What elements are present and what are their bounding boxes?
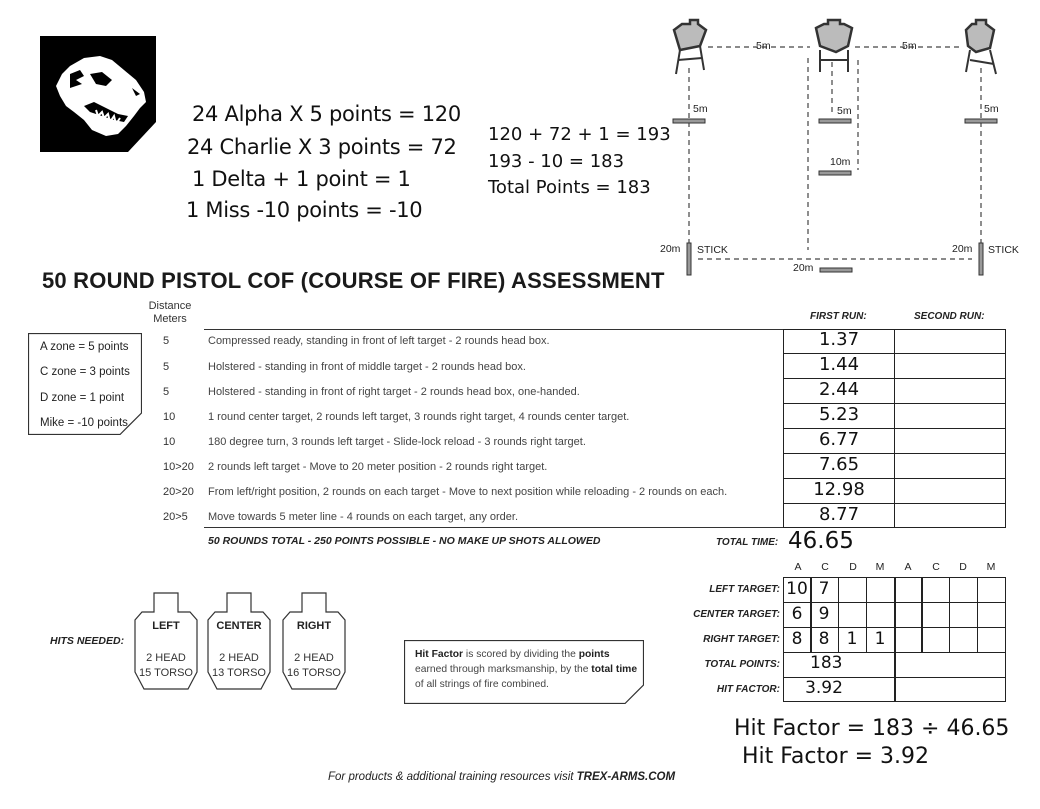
totals-note: 50 ROUNDS TOTAL - 250 POINTS POSSIBLE - NO MAKE UP SHOTS ALLOWED xyxy=(208,535,601,547)
score-cell[interactable] xyxy=(921,577,950,603)
score-value: 1 xyxy=(874,629,886,649)
second-run-cell[interactable] xyxy=(894,503,1006,528)
score-value: 6 xyxy=(791,604,803,624)
second-run-header: SECOND RUN: xyxy=(914,311,985,322)
label-center-20m: 20m xyxy=(793,262,814,274)
first-run-time: 1.37 xyxy=(818,329,860,350)
grid-header: A xyxy=(904,561,912,573)
score-cell[interactable] xyxy=(894,602,923,628)
head-hits: 2 HEAD xyxy=(146,652,186,664)
total-time-label: TOTAL TIME: xyxy=(716,537,779,548)
grid-row-label: CENTER TARGET: xyxy=(693,609,780,620)
row-description: 1 round center target, 2 rounds left target, 3 rounds right target, 4 rounds center target. xyxy=(208,411,630,423)
total-points-second-cell[interactable] xyxy=(894,652,1006,678)
row-description: 180 degree turn, 3 rounds left target - Slide-lock reload - 3 rounds right target. xyxy=(208,436,586,448)
second-run-cell[interactable] xyxy=(894,428,1006,454)
row-distance: 20>5 xyxy=(163,511,188,523)
grid-header: D xyxy=(959,561,967,573)
score-value: 1 xyxy=(846,629,858,649)
line-center-10m xyxy=(819,171,851,175)
score-cell[interactable] xyxy=(838,602,867,628)
hit-factor-calc-division: Hit Factor = 183 ÷ 46.65 xyxy=(734,716,1010,741)
row-description: 2 rounds left target - Move to 20 meter position - 2 rounds right target. xyxy=(208,461,548,473)
torso-hits: 15 TORSO xyxy=(138,667,193,679)
distance-header xyxy=(140,300,200,326)
zone-c: C zone = 3 points xyxy=(40,366,130,378)
head-hits: 2 HEAD xyxy=(294,652,334,664)
score-cell[interactable] xyxy=(838,577,867,603)
line-center-5m xyxy=(819,119,851,123)
total-points-value: 183 xyxy=(810,653,843,673)
zone-d: D zone = 1 point xyxy=(40,392,125,404)
grid-header: A xyxy=(794,561,802,573)
label-center-5m: 5m xyxy=(837,105,852,117)
calc-total-points: Total Points = 183 xyxy=(488,177,651,198)
row-distance: 10 xyxy=(163,411,176,423)
label-right-20m: 20m xyxy=(952,243,973,255)
footer xyxy=(328,771,675,783)
first-run-time: 7.65 xyxy=(818,454,860,475)
score-value: 9 xyxy=(818,604,830,624)
zone-mike: Mike = -10 points xyxy=(40,417,128,429)
hit-factor-second-cell[interactable] xyxy=(894,677,1006,702)
grid-header: C xyxy=(932,561,940,573)
calc-miss: 1 Miss -10 points = -10 xyxy=(186,198,423,222)
grid-row-label: TOTAL POINTS: xyxy=(704,659,780,670)
hits-needed-label: HITS NEEDED: xyxy=(50,635,125,647)
row-description: Holstered - standing in front of right target - 2 rounds head box, one-handed. xyxy=(208,386,580,398)
second-run-cell[interactable] xyxy=(894,478,1006,504)
line-right-5m xyxy=(965,119,997,123)
hit-factor-calc-result: Hit Factor = 3.92 xyxy=(742,744,930,769)
target-name-center: CENTER xyxy=(216,620,262,632)
second-run-cell[interactable] xyxy=(894,453,1006,479)
target-stand-center xyxy=(816,20,852,72)
score-cell[interactable] xyxy=(866,577,895,603)
score-cell[interactable] xyxy=(949,627,978,653)
label-spacing-right: 5m xyxy=(902,40,917,52)
first-run-time: 5.23 xyxy=(818,404,860,425)
grid-row-label: HIT FACTOR: xyxy=(716,684,780,695)
label-center-10m: 10m xyxy=(830,156,851,168)
label-left-stick: STICK xyxy=(697,244,728,256)
label-spacing-left: 5m xyxy=(756,40,771,52)
label-left-5m: 5m xyxy=(693,103,708,115)
target-hits-left xyxy=(131,651,201,681)
total-time-value: 46.65 xyxy=(788,528,854,554)
second-run-cell[interactable] xyxy=(894,329,1006,354)
first-run-time: 1.44 xyxy=(818,354,860,375)
hit-factor-value: 3.92 xyxy=(805,678,843,698)
score-cell[interactable] xyxy=(894,627,923,653)
score-cell[interactable] xyxy=(921,602,950,628)
hit-factor-note-text: Hit Factor is scored by dividing the points earned through marksmanship, by the total time of all strings of fire combined. xyxy=(415,649,638,690)
score-cell[interactable] xyxy=(949,602,978,628)
stick-left xyxy=(687,243,691,275)
line-center-20m xyxy=(820,268,852,272)
score-cell[interactable] xyxy=(977,577,1006,603)
label-right-5m: 5m xyxy=(984,103,999,115)
target-hits-right xyxy=(279,651,349,681)
first-run-time: 6.77 xyxy=(818,429,860,450)
stick-right xyxy=(979,243,983,275)
row-distance: 5 xyxy=(163,335,170,347)
trex-skull-logo xyxy=(40,36,156,152)
calc-alpha: 24 Alpha X 5 points = 120 xyxy=(192,102,461,126)
second-run-cell[interactable] xyxy=(894,378,1006,404)
score-value: 7 xyxy=(818,579,830,599)
row-description: From left/right position, 2 rounds on each target - Move to next position while reloading - 2 rounds on each. xyxy=(208,486,728,498)
row-distance: 20>20 xyxy=(163,486,194,498)
zone-a: A zone = 5 points xyxy=(40,341,129,353)
footer-text: For products & additional training resources visit xyxy=(328,771,577,783)
score-cell[interactable] xyxy=(921,627,950,653)
score-value: 8 xyxy=(818,629,830,649)
row-distance: 5 xyxy=(163,361,170,373)
target-stand-right xyxy=(966,20,996,74)
grid-header: D xyxy=(849,561,857,573)
score-cell[interactable] xyxy=(949,577,978,603)
first-run-time: 12.98 xyxy=(813,479,865,500)
grid-row-label: RIGHT TARGET: xyxy=(703,634,780,645)
score-cell[interactable] xyxy=(866,602,895,628)
row-description: Holstered - standing in front of middle target - 2 rounds head box. xyxy=(208,361,526,373)
calc-charlie: 24 Charlie X 3 points = 72 xyxy=(187,135,457,159)
target-name-left: LEFT xyxy=(152,620,180,632)
label-left-20m: 20m xyxy=(660,243,681,255)
row-distance: 5 xyxy=(163,386,170,398)
score-value: 10 xyxy=(786,579,808,599)
row-description: Move towards 5 meter line - 4 rounds on each target, any order. xyxy=(208,511,518,523)
score-cell[interactable] xyxy=(977,627,1006,653)
score-cell[interactable] xyxy=(894,577,923,603)
target-stand-left xyxy=(674,20,706,74)
range-diagram xyxy=(660,10,1030,280)
target-name-right: RIGHT xyxy=(296,620,332,632)
zone-legend xyxy=(28,333,142,435)
first-run-header: FIRST RUN: xyxy=(810,311,867,322)
row-description: Compressed ready, standing in front of left target - 2 rounds head box. xyxy=(208,335,550,347)
footer-link[interactable]: TREX-ARMS.COM xyxy=(576,771,676,783)
torso-hits: 16 TORSO xyxy=(286,667,341,679)
grid-header: C xyxy=(821,561,829,573)
first-run-time: 2.44 xyxy=(818,379,860,400)
first-run-time: 8.77 xyxy=(818,504,860,525)
label-right-stick: STICK xyxy=(988,244,1019,256)
row-distance: 10>20 xyxy=(163,461,194,473)
score-value: 8 xyxy=(791,629,803,649)
grid-header: M xyxy=(875,561,885,573)
calc-subtract: 193 - 10 = 183 xyxy=(488,151,625,172)
page-title: 50 ROUND PISTOL COF (COURSE OF FIRE) ASSESSMENT xyxy=(42,268,665,293)
second-run-cell[interactable] xyxy=(894,353,1006,379)
line-left-5m xyxy=(673,119,705,123)
distance-header-line1: Distance xyxy=(148,300,192,312)
distance-header-line2: Meters xyxy=(153,313,187,325)
row-distance: 10 xyxy=(163,436,176,448)
calc-sum: 120 + 72 + 1 = 193 xyxy=(488,124,671,145)
target-hits-center xyxy=(204,651,274,681)
score-cell[interactable] xyxy=(977,602,1006,628)
grid-header: M xyxy=(986,561,996,573)
second-run-cell[interactable] xyxy=(894,403,1006,429)
head-hits: 2 HEAD xyxy=(219,652,259,664)
grid-row-label: LEFT TARGET: xyxy=(709,584,780,595)
torso-hits: 13 TORSO xyxy=(211,667,266,679)
hit-factor-note xyxy=(404,640,644,704)
calc-delta: 1 Delta + 1 point = 1 xyxy=(192,167,411,191)
